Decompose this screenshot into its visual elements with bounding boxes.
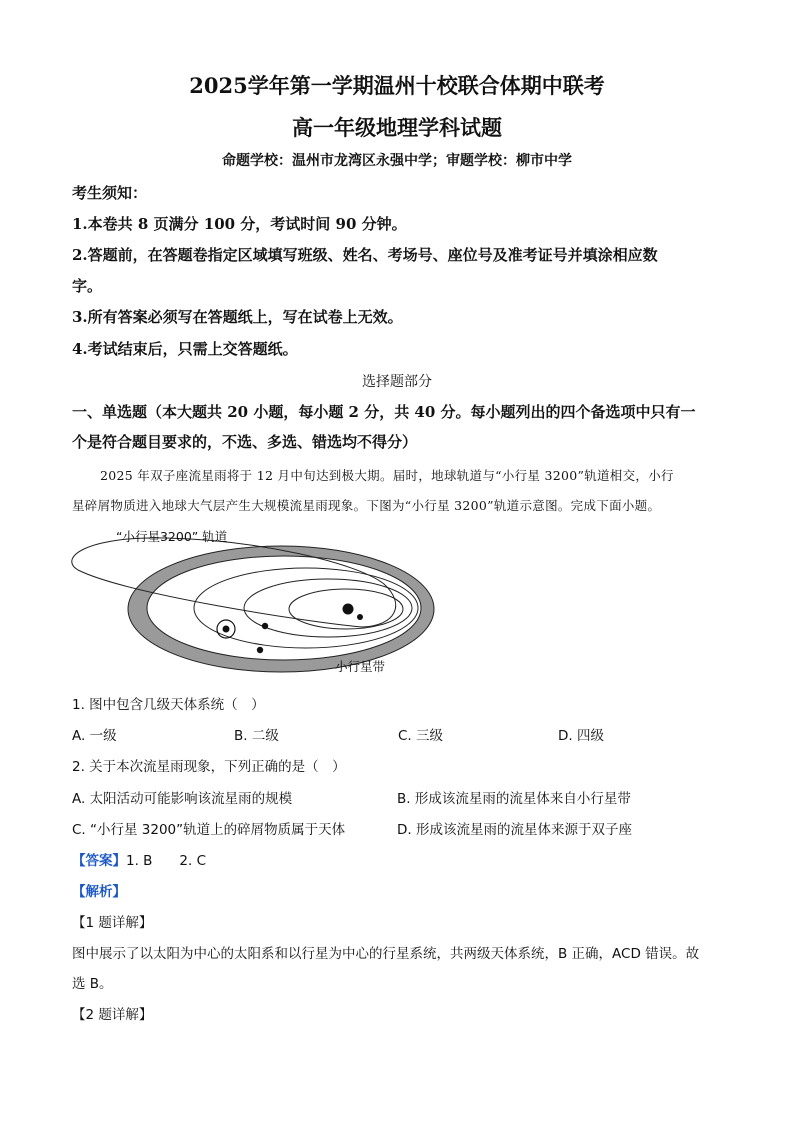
asteroid-belt-inner [147,556,421,660]
option-c: C. “小行星 3200”轨道上的碎屑物质属于天体 [72,822,346,838]
q1-explanation: 图中展示了以太阳为中心的太阳系和以行星为中心的行星系统，共两级天体系统，B 正确，ACD 错误。故 [72,946,700,962]
q1-explanation-cont: 选 B。 [72,976,113,992]
section-heading: 一、单选题（本大题共 20 小题，每小题 2 分，共 40 分。每小题列出的四个备选项中只有一 [72,403,696,421]
exam-subtitle: 高一年级地理学科试题 [292,115,502,140]
option-c: C. 三级 [398,728,444,744]
question-stem: 1. 图中包含几级天体系统（ ） [72,697,265,713]
earth [223,626,230,633]
notice-item: 4.考试结束后，只需上交答题纸。 [72,340,298,358]
part-title: 选择题部分 [362,374,432,390]
passage-line: 星碎屑物质进入地球大气层产生大规模流星雨现象。下图为“小行星 3200”轨道示意图。完成下面小题。 [72,498,661,513]
notice-item: 2.答题前，在答题卷指定区域填写班级、姓名、考场号、座位号及准考证号并填涂相应数 [72,246,658,264]
answer-text: 1. B 2. C [126,853,207,869]
exam-title: 2025学年第一学期温州十校联合体期中联考 [189,73,605,98]
notice-item: 3.所有答案必须写在答题纸上，写在试卷上无效。 [72,308,403,326]
school-info: 命题学校：温州市龙湾区永强中学；审题学校：柳市中学 [222,153,572,169]
option-a: A. 太阳活动可能影响该流星雨的规模 [72,791,293,807]
belt-label: 小行星带 [335,659,386,674]
question-stem: 2. 关于本次流星雨现象，下列正确的是（ ） [72,759,346,775]
option-b: B. 形成该流星雨的流星体来自小行星带 [397,791,631,807]
planet-dot [262,623,268,629]
planet-dot [257,647,263,653]
passage-line: 2025 年双子座流星雨将于 12 月中旬达到极大期。届时，地球轨道与“小行星 3200”轨道相交，小行 [100,468,674,483]
answer-tag: 【答案】 [72,853,126,869]
notice-item: 1.本卷共 8 页满分 100 分，考试时间 90 分钟。 [72,215,407,233]
analysis-tag: 【解析】 [72,884,126,900]
option-d: D. 形成该流星雨的流星体来源于双子座 [397,822,632,838]
notice-heading: 考生须知： [72,184,148,202]
section-heading-cont: 个是符合题目要求的，不选、多选、错选均不得分） [72,433,418,451]
option-d: D. 四级 [558,728,604,744]
answer-line [72,849,206,869]
option-a: A. 一级 [72,728,117,744]
orbit-label: “小行星3200” 轨道 [116,529,228,544]
notice-item: 字。 [72,277,103,295]
option-b: B. 二级 [234,728,279,744]
planet-dot [357,614,363,620]
q2-detail-heading: 【2 题详解】 [72,1007,153,1023]
sun [343,604,354,615]
q1-detail-heading: 【1 题详解】 [72,915,153,931]
